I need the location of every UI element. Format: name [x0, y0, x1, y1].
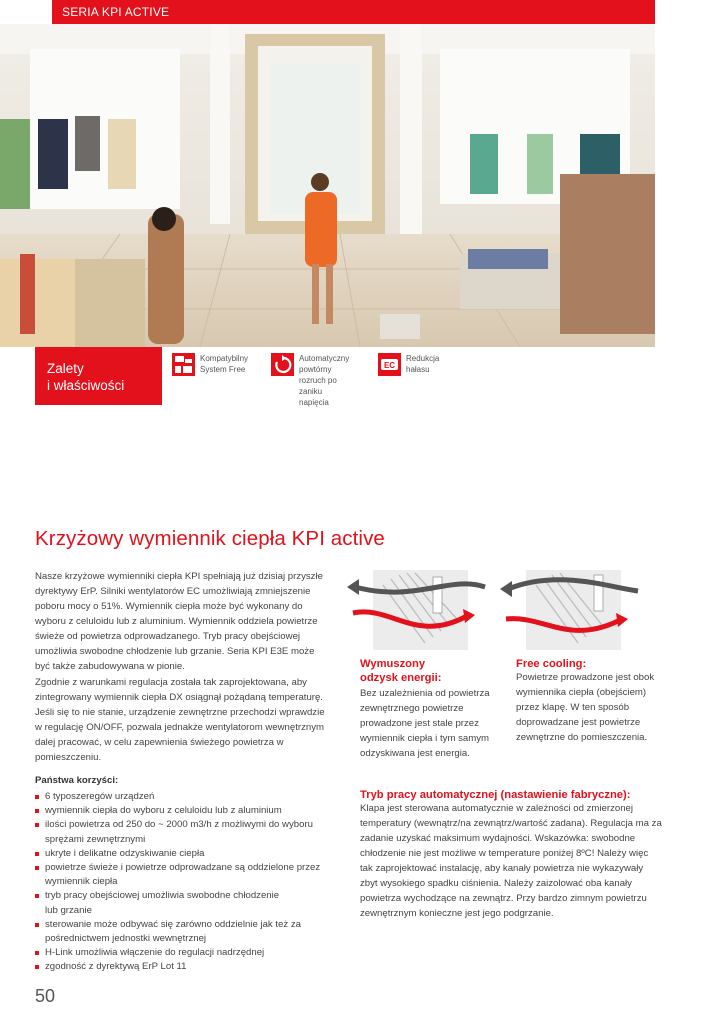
- list-item: H-Link umożliwia włączenie do regulacji nadrzędnej: [35, 946, 335, 960]
- benefits-title: Państwa korzyści:: [35, 775, 119, 786]
- page-title: Krzyżowy wymiennik ciepła KPI active: [35, 527, 385, 550]
- list-item: zgodność z dyrektywą ErP Lot 11: [35, 960, 335, 974]
- free-cooling-text: Powietrze prowadzone jest obok wymiennika ciepła (obejściem) przez klapę. W ten sposób doprowadzane jest powietrze zewnętrzne do pomieszczenia.: [516, 672, 655, 743]
- free-cooling-diagram: [498, 565, 648, 660]
- feature-label: Redukcja hałasu: [406, 354, 440, 374]
- ec-badge: EC: [383, 361, 396, 370]
- forced-recovery-text: Bez uzależnienia od powietrza zewnętrznego powietrze prowadzone jest stale przez wymiennik ciepła i tym samym odzyskiwana jest energia.: [360, 688, 490, 759]
- features-label: Zalety i właściwości: [47, 361, 125, 393]
- compatible-system-free-icon: [172, 353, 195, 376]
- series-label: SERIA KPI ACTIVE: [62, 5, 170, 19]
- feature-label: Automatyczny powtórny rozruch po zaniku napięcia: [299, 354, 350, 407]
- list-item: tryb pracy obejściowej umożliwia swobodne chłodzenie lub grzanie: [35, 889, 335, 917]
- auto-mode-text: Klapa jest sterowana automatycznie w zależności od zmierzonej temperatury (wewnątrz/na zewnątrz/wartość zadana). Regulacja ma za zadanie uzyskać maksimum wydajności. Wskazówka: swobodne chłodzenie nie jest możliwe w temperature poniżej 8ºC! Należy więc tak zaprojektować instalację, aby kanały powietrza nie wykazywały zbyt wysokiego spadku ciśnienia. Należy zaizolować oba kanały powietrza wychodzące na zewnątrz. Przy bardzo zimnym powietrzu zewnętrznym konieczne jest jego podgrzanie.: [360, 803, 662, 919]
- series-header-bar: [52, 0, 655, 24]
- auto-mode-title: Tryb pracy automatycznej (nastawienie fabryczne):: [360, 789, 631, 801]
- features-label-box: [35, 347, 162, 405]
- forced-recovery-title: Wymuszony odzysk energii:: [360, 658, 442, 684]
- feature-label: Kompatybilny System Free: [200, 354, 249, 374]
- dx-paragraph: Zgodnie z warunkami regulacja została tak zaprojektowana, aby zintegrowany wymiennik ciepła DX osiągnął pożądaną temperaturę. Jeśli się to nie stanie, urządzenie zewnętrzne przechodzi wprawdzie w regulację ON/OFF, pozwala jednakże wentylatorom wewnętrznym dalej pracować, w celu zapewnienia świeżego powietrza w pomieszczeniu.: [35, 677, 325, 763]
- page-number: 50: [35, 986, 56, 1006]
- list-item: 6 typoszeregów urządzeń: [35, 790, 335, 804]
- intro-paragraph: Nasze krzyżowe wymienniki ciepła KPI spełniają już dzisiaj przyszłe dyrektywy ErP. Silniki wentylatorów EC umożliwiają zmniejszenie poboru mocy o 51%. Wymiennik ciepła może być wykonany do wyboru z celuloidu lub z aluminium. Wymiennik oddziela powietrze świeże od powietrza odprowadzanego. Tryb pracy obejściowej umożliwia swobodne chłodzenie lub grzanie. Seria KPI E3E może być także zabudowywana w pionie.: [35, 571, 323, 672]
- list-item: ukryte i delikatne odzyskiwanie ciepła: [35, 847, 335, 861]
- benefits-list: [35, 790, 335, 975]
- heat-recovery-diagram: [345, 565, 495, 660]
- list-item: wymiennik ciepła do wyboru z celuloidu lub z aluminium: [35, 804, 335, 818]
- list-item: powietrze świeże i powietrze odprowadzane są oddzielone przez wymiennik ciepła: [35, 861, 335, 889]
- free-cooling-title: Free cooling:: [516, 658, 587, 670]
- ec-noise-reduction-icon: [378, 353, 401, 376]
- auto-restart-icon: [271, 353, 294, 376]
- hero-photo: [0, 24, 655, 347]
- list-item: sterowanie może odbywać się zarówno oddzielnie jak też za pośrednictwem jednostki wewnętrznej: [35, 918, 335, 946]
- list-item: ilości powietrza od 250 do ~ 2000 m3/h z możliwymi do wyboru sprężami zewnętrznymi: [35, 818, 335, 846]
